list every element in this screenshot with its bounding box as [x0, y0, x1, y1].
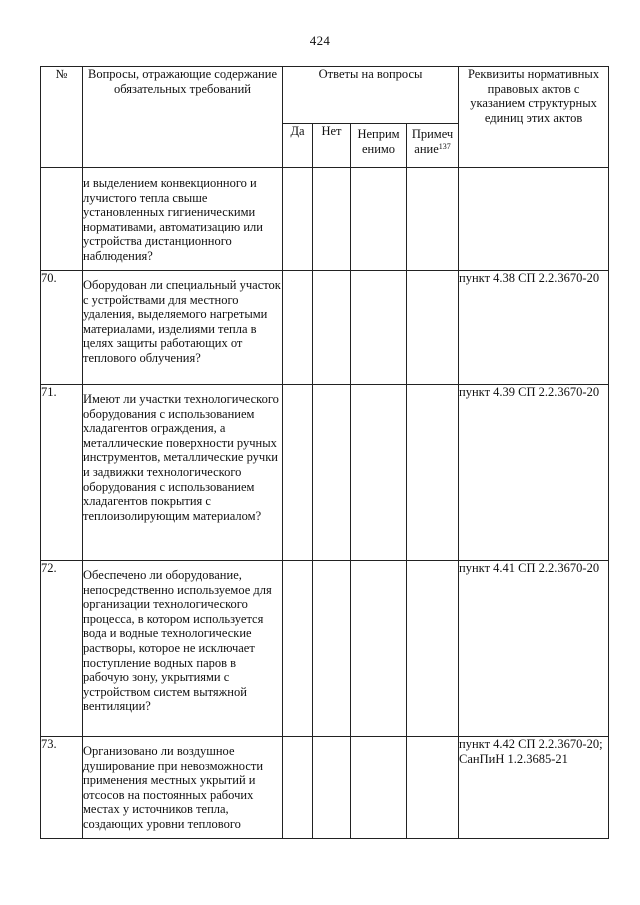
answer-yes-cell[interactable] — [283, 385, 313, 561]
header-row — [41, 67, 609, 124]
answer-na-cell[interactable] — [351, 271, 407, 385]
header-number: № — [41, 67, 83, 168]
row-question: Оборудован ли специальный участок с устройствами для местного удаления, выделяемого нагретыми материалами, изделиями тепла в целях защиты работающих от теплового облучения? — [83, 271, 283, 385]
table-row-72 — [41, 561, 609, 737]
answer-na-cell[interactable] — [351, 168, 407, 271]
row-requisites: пункт 4.42 СП 2.2.3670-20; СанПиН 1.2.3685-21 — [459, 737, 609, 839]
header-answers: Ответы на вопросы — [283, 67, 459, 124]
table-row-71 — [41, 385, 609, 561]
row-number: 70. — [41, 271, 83, 385]
row-number: 72. — [41, 561, 83, 737]
answer-no-cell[interactable] — [313, 168, 351, 271]
row-requisites: пункт 4.38 СП 2.2.3670-20 — [459, 271, 609, 385]
row-question: Имеют ли участки технологического оборудования с использованием хладагентов ограждения, а металлические поверхности ручных инструментов, металлические ручки и задвижки технологического оборудования с использованием хладагентов покрытия с теплоизолирующим материалом? — [83, 385, 283, 561]
row-number: 73. — [41, 737, 83, 839]
row-requisites: пункт 4.41 СП 2.2.3670-20 — [459, 561, 609, 737]
header-no: Нет — [313, 124, 351, 168]
row-number: 71. — [41, 385, 83, 561]
answer-no-cell[interactable] — [313, 561, 351, 737]
header-note-label: Примеч ание — [411, 127, 454, 156]
table-row-continuation — [41, 168, 609, 271]
row-number — [41, 168, 83, 271]
row-question: и выделением конвекционного и лучистого тепла свыше установленных гигиеническими нормативами, автоматизацию или устройства дистанционного наблюдения? — [83, 168, 283, 271]
answer-note-cell[interactable] — [407, 561, 459, 737]
answer-yes-cell[interactable] — [283, 271, 313, 385]
answer-yes-cell[interactable] — [283, 737, 313, 839]
header-requisites: Реквизиты нормативных правовых актов с указанием структурных единиц этих актов — [459, 67, 609, 168]
answer-note-cell[interactable] — [407, 385, 459, 561]
answer-no-cell[interactable] — [313, 271, 351, 385]
row-question: Организовано ли воздушное душирование при невозможности применения местных укрытий и отсосов на постоянных рабочих местах у источников тепла, создающих уровни теплового — [83, 737, 283, 839]
row-requisites: пункт 4.39 СП 2.2.3670-20 — [459, 385, 609, 561]
answer-na-cell[interactable] — [351, 737, 407, 839]
requirements-checklist-table — [40, 66, 609, 839]
answer-note-cell[interactable] — [407, 737, 459, 839]
answer-no-cell[interactable] — [313, 737, 351, 839]
answer-na-cell[interactable] — [351, 385, 407, 561]
header-not-applicable: Неприм енимо — [351, 124, 407, 168]
row-question: Обеспечено ли оборудование, непосредственно используемое для организации технологического процесса, в котором используется вода и водные технологические растворы, которое не исключает поступление водных паров в рабочую зону, укрытиями с устройством систем вытяжной вентиляции? — [83, 561, 283, 737]
page-number: 424 — [309, 33, 331, 48]
answer-note-cell[interactable] — [407, 271, 459, 385]
table-row-70 — [41, 271, 609, 385]
table-row-73 — [41, 737, 609, 839]
header-yes: Да — [283, 124, 313, 168]
answer-yes-cell[interactable] — [283, 561, 313, 737]
header-note — [407, 124, 459, 168]
answer-note-cell[interactable] — [407, 168, 459, 271]
footnote-ref: 137 — [438, 141, 451, 151]
answer-na-cell[interactable] — [351, 561, 407, 737]
answer-yes-cell[interactable] — [283, 168, 313, 271]
header-questions: Вопросы, отражающие содержание обязательных требований — [83, 67, 283, 168]
row-requisites — [459, 168, 609, 271]
answer-no-cell[interactable] — [313, 385, 351, 561]
